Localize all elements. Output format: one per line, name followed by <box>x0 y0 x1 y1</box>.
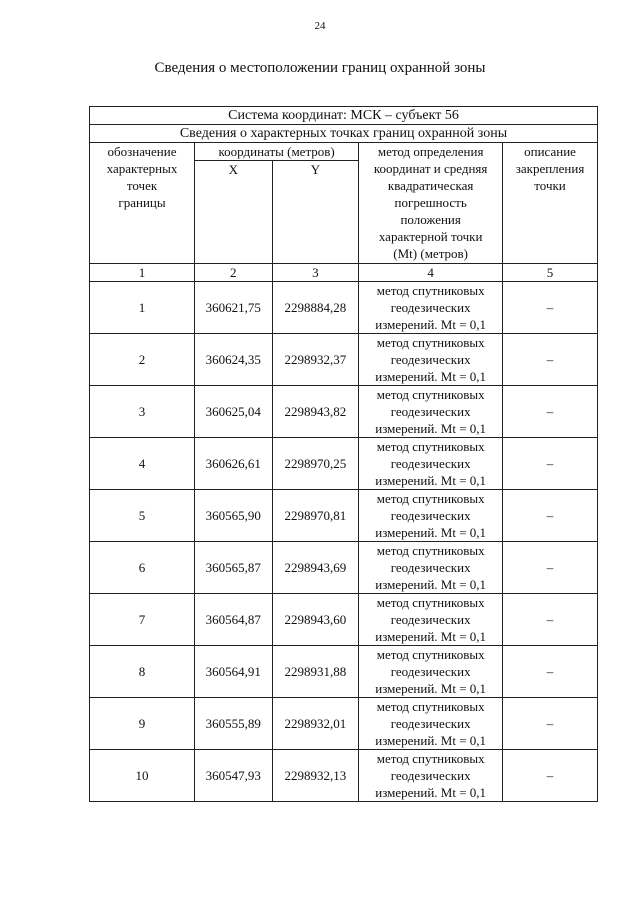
method-line: геодезических <box>390 404 471 419</box>
document-title: Сведения о местоположении границ охранной зоны <box>154 60 486 76</box>
point-number: 6 <box>90 542 195 594</box>
coordinate-x: 360565,90 <box>195 490 273 542</box>
point-number: 2 <box>90 334 195 386</box>
method-cell <box>359 282 503 334</box>
method-line: измерений. Mt = 0,1 <box>375 785 487 800</box>
coordinate-x: 360624,35 <box>195 334 273 386</box>
coordinate-y: 2298970,25 <box>272 438 359 490</box>
method-line: геодезических <box>390 612 471 627</box>
method-line: измерений. Mt = 0,1 <box>375 421 487 436</box>
method-cell <box>359 490 503 542</box>
method-line: метод спутниковых <box>376 439 485 454</box>
header-method-line: положения <box>400 212 461 227</box>
header-description-line: описание <box>524 144 576 159</box>
header-coordinates: координаты (метров) <box>195 143 359 161</box>
header-y: Y <box>272 161 359 264</box>
method-line: геодезических <box>390 352 471 367</box>
coordinate-x: 360555,89 <box>195 698 273 750</box>
method-line: измерений. Mt = 0,1 <box>375 525 487 540</box>
method-line: метод спутниковых <box>376 387 485 402</box>
header-designation-line: границы <box>118 195 166 210</box>
method-line: метод спутниковых <box>376 543 485 558</box>
header-designation-line: точек <box>126 178 158 193</box>
coordinate-y: 2298931,88 <box>272 646 359 698</box>
coordinate-y: 2298932,13 <box>272 750 359 802</box>
point-number: 5 <box>90 490 195 542</box>
table-row <box>90 646 598 698</box>
method-cell <box>359 334 503 386</box>
table-row <box>90 386 598 438</box>
method-line: измерений. Mt = 0,1 <box>375 733 487 748</box>
header-designation-line: характерных <box>106 161 178 176</box>
header-description-line: закрепления <box>515 161 585 176</box>
method-line: метод спутниковых <box>376 491 485 506</box>
boundary-points-table <box>89 106 598 802</box>
method-line: метод спутниковых <box>376 699 485 714</box>
header-method-line: (Mt) (метров) <box>393 246 469 261</box>
method-line: измерений. Mt = 0,1 <box>375 577 487 592</box>
header-designation-line: обозначение <box>107 144 177 159</box>
point-number: 1 <box>90 282 195 334</box>
point-description: – <box>503 750 598 802</box>
table-row <box>90 750 598 802</box>
coordinate-y: 2298970,81 <box>272 490 359 542</box>
method-line: метод спутниковых <box>376 751 485 766</box>
table-row <box>90 698 598 750</box>
method-line: геодезических <box>390 768 471 783</box>
method-line: метод спутниковых <box>376 335 485 350</box>
method-line: геодезических <box>390 300 471 315</box>
column-number: 1 <box>90 264 195 282</box>
table-row <box>90 334 598 386</box>
point-number: 7 <box>90 594 195 646</box>
method-line: измерений. Mt = 0,1 <box>375 369 487 384</box>
point-description: – <box>503 698 598 750</box>
coordinate-y: 2298943,60 <box>272 594 359 646</box>
coordinate-x: 360626,61 <box>195 438 273 490</box>
point-number: 8 <box>90 646 195 698</box>
point-number: 9 <box>90 698 195 750</box>
point-description: – <box>503 334 598 386</box>
points-info-caption: Сведения о характерных точках границ охранной зоны <box>90 125 598 143</box>
header-method <box>359 143 503 264</box>
coordinate-y: 2298932,01 <box>272 698 359 750</box>
coordinate-y: 2298943,82 <box>272 386 359 438</box>
header-method-line: координат и средняя <box>373 161 488 176</box>
point-description: – <box>503 490 598 542</box>
method-line: метод спутниковых <box>376 595 485 610</box>
method-cell <box>359 438 503 490</box>
column-number: 5 <box>503 264 598 282</box>
table-row <box>90 490 598 542</box>
method-cell <box>359 594 503 646</box>
method-cell <box>359 750 503 802</box>
coordinate-y: 2298932,37 <box>272 334 359 386</box>
method-cell <box>359 646 503 698</box>
point-description: – <box>503 438 598 490</box>
header-method-line: квадратическая <box>387 178 474 193</box>
method-line: геодезических <box>390 560 471 575</box>
method-line: геодезических <box>390 716 471 731</box>
column-number: 2 <box>195 264 273 282</box>
point-description: – <box>503 594 598 646</box>
page-number: 24 <box>314 20 326 32</box>
method-line: геодезических <box>390 508 471 523</box>
coordinate-x: 360564,91 <box>195 646 273 698</box>
point-description: – <box>503 646 598 698</box>
header-method-line: метод определения <box>377 144 484 159</box>
table-row <box>90 542 598 594</box>
column-number: 4 <box>359 264 503 282</box>
table-row <box>90 282 598 334</box>
column-number: 3 <box>272 264 359 282</box>
coordinate-x: 360621,75 <box>195 282 273 334</box>
point-description: – <box>503 282 598 334</box>
point-number: 4 <box>90 438 195 490</box>
method-line: измерений. Mt = 0,1 <box>375 473 487 488</box>
header-method-line: погрешность <box>394 195 467 210</box>
method-cell <box>359 698 503 750</box>
method-cell <box>359 386 503 438</box>
method-line: измерений. Mt = 0,1 <box>375 681 487 696</box>
header-description <box>503 143 598 264</box>
method-line: измерений. Mt = 0,1 <box>375 317 487 332</box>
point-number: 10 <box>90 750 195 802</box>
method-line: геодезических <box>390 456 471 471</box>
coordinate-x: 360564,87 <box>195 594 273 646</box>
point-number: 3 <box>90 386 195 438</box>
method-cell <box>359 542 503 594</box>
table-row <box>90 594 598 646</box>
point-description: – <box>503 386 598 438</box>
method-line: метод спутниковых <box>376 283 485 298</box>
header-x: X <box>195 161 273 264</box>
header-description-line: точки <box>534 178 566 193</box>
point-description: – <box>503 542 598 594</box>
coordinate-y: 2298884,28 <box>272 282 359 334</box>
method-line: измерений. Mt = 0,1 <box>375 629 487 644</box>
coordinate-x: 360565,87 <box>195 542 273 594</box>
coordinate-y: 2298943,69 <box>272 542 359 594</box>
coordinate-system-caption: Система координат: МСК – субъект 56 <box>90 107 598 125</box>
table-row <box>90 438 598 490</box>
coordinate-x: 360547,93 <box>195 750 273 802</box>
header-method-line: характерной точки <box>378 229 483 244</box>
header-designation <box>90 143 195 264</box>
method-line: геодезических <box>390 664 471 679</box>
method-line: метод спутниковых <box>376 647 485 662</box>
coordinate-x: 360625,04 <box>195 386 273 438</box>
